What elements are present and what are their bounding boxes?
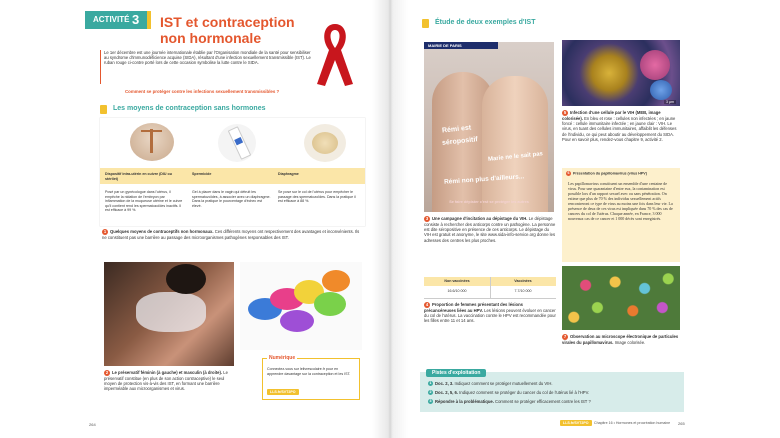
- doc3-caption: [424, 216, 556, 243]
- doc3-caption-title: Une campagne d'incitation au dépistage du VIH.: [432, 216, 528, 222]
- activity-number: 3: [132, 12, 140, 27]
- piste-item: [428, 381, 678, 386]
- doc5-caption: [562, 110, 680, 142]
- doc7-caption-text: Image colorisée.: [613, 340, 646, 345]
- right-page-number: 265: [678, 421, 685, 426]
- doc7-number: 7: [563, 334, 567, 339]
- female-condom-photo: [104, 262, 234, 366]
- male-condoms-photo: [240, 262, 362, 350]
- iud-image: [130, 123, 174, 161]
- section-title: Les moyens de contraception sans hormones: [113, 105, 266, 112]
- doc2-caption-text: Le préservatif constitue (en plus de son action contraceptive) le seul moyen de protection vis-à-vis des IST, en formant une barrière imperméable aux microorganismes et virus.: [104, 370, 228, 392]
- section-marker-icon: [422, 19, 429, 28]
- device-name-iud: Dispositif intra-utérin en cuivre (DIU ou stérilet): [105, 172, 172, 181]
- piste-number: 3: [429, 399, 432, 404]
- title-line-1: IST et contraception: [160, 14, 295, 30]
- piste-text: Indiquez comment se protéger mutuellement du VIH.: [453, 381, 553, 386]
- activity-label: ACTIVITÉ: [93, 15, 130, 24]
- intro-rule: [100, 50, 101, 84]
- doc6-number: 6: [567, 171, 570, 175]
- piste-text: Indiquez comment se protéger du cancer du col de l'utérus lié à l'HPV.: [458, 390, 590, 395]
- scale-label: 3 µm: [665, 100, 674, 104]
- footer-chapter: Chapitre 16 • Hormones et procréation humaine: [594, 421, 671, 425]
- pistes-title: Pistes d'exploitation: [426, 369, 486, 377]
- hiv-campaign-poster: [424, 42, 554, 212]
- doc2-caption: [104, 370, 236, 392]
- pistes-box: [420, 372, 684, 412]
- doc5-number: 5: [563, 110, 567, 115]
- hpv-table: [424, 277, 556, 299]
- piste-item: [428, 390, 678, 395]
- poster-line-4: Rémi non plus d'ailleurs...: [443, 173, 525, 186]
- numerique-text: Connectez-vous sur lelivrescolaire.fr pour en apprendre davantage sur la contraception et les IST.: [267, 367, 351, 376]
- right-section-heading: [422, 18, 642, 30]
- doc2-caption-title: Le préservatif féminin (à gauche) et masculin (à droite).: [112, 370, 223, 376]
- diaphragm-image: [304, 124, 346, 162]
- question-text: Comment se protéger contre les infections sexuellement transmissibles ?: [125, 89, 280, 94]
- devices-figure: [100, 118, 365, 226]
- doc4-caption-text: Les lésions peuvent évoluer en cancer du col de l'utérus. La vaccination contre le HPV est recommandée pour les filles entre 11 et 14 ans.: [424, 308, 556, 324]
- poster-line-3: Marie ne le sait pas: [487, 151, 544, 163]
- footer-link-badge[interactable]: LLS.fr/SVT2PO: [560, 420, 592, 426]
- piste-number: 2: [429, 390, 432, 395]
- section-heading: [100, 104, 370, 116]
- spermicide-image: [218, 124, 256, 162]
- device-desc-spermicide: Gel à placer dans le vagin qui détruit les spermatozoïdes, à associer avec un diaphragme. Dans la pratique le pourcentage d'échec est élevé.: [192, 190, 271, 208]
- doc5-caption-text: En bleu et rose : cellules non infectées ; en jaune foncé : cellule immunitaire infectée ; en jaune clair : VIH. Le virus, en tuant des cellules immunitaires, affaiblit les défenses de l'individu, ce qui peut aboutir au développement du SIDA. Pour en savoir plus, rendez-vous chapitre 9, activité 2.: [562, 116, 677, 142]
- device-name-spermicide: Spermicide: [192, 172, 212, 176]
- doc1-caption-title: Quelques moyens de contraceptifs non hormonaux.: [110, 229, 214, 235]
- hpv-presentation-box: [562, 168, 680, 262]
- doc4-number: 4: [425, 302, 429, 307]
- right-page: [390, 0, 780, 438]
- numerique-link-badge[interactable]: LLS.fr/SVT2PO: [267, 389, 299, 395]
- table-cell-vaccinated: 7.7/10 000: [514, 289, 532, 293]
- doc1-caption: [102, 229, 364, 240]
- piste-ref: Doc. 2, 5, 6.: [435, 390, 459, 395]
- doc1-caption-text: Ces différents moyens ont respectivement des avantages et inconvénients. Ils ne constituent pas une barrière au passage des microorganismes pathogènes responsables des IST.: [102, 229, 360, 240]
- banner-stripe: [147, 11, 151, 29]
- title-line-2: non hormonale: [160, 30, 262, 46]
- poster-header: MAIRIE DE PARIS: [424, 42, 498, 49]
- doc3-number: 3: [425, 216, 429, 221]
- doc2-number: 2: [105, 370, 109, 375]
- doc6-title-text: Présentation du papillomavirus (virus HPV): [573, 171, 647, 176]
- device-name-diaphragm: Diaphragme: [278, 172, 299, 176]
- table-header-unvaccinated: Non vaccinées: [444, 279, 470, 283]
- activity-banner: [85, 11, 147, 29]
- doc7-caption: [562, 334, 680, 345]
- doc6-title: [566, 171, 678, 176]
- hiv-microscope-image: [562, 40, 680, 106]
- piste-number: 1: [429, 381, 432, 386]
- table-cell-unvaccinated: 16.6/10 000: [447, 289, 467, 293]
- device-desc-diaphragm: Se pose sur le col de l'utérus pour empêcher le passage des spermatozoïdes. Dans la pratique il est efficace à 88 %.: [278, 190, 356, 204]
- right-section-title: Étude de deux exemples d'IST: [435, 19, 536, 26]
- numerique-title: Numérique: [269, 355, 296, 361]
- table-header-vaccinated: Vaccinées: [514, 279, 532, 283]
- doc5-caption-title: Infection d'une cellule par le VIH (MEB, image colorisée).: [562, 110, 661, 121]
- poster-line-2: séropositif: [441, 136, 479, 147]
- poster-line-1: Rémi est: [441, 124, 472, 135]
- hpv-microscope-image: [562, 266, 680, 330]
- piste-item: [428, 399, 678, 404]
- piste-text: Comment se protéger efficacement contre les IST ?: [493, 399, 591, 404]
- section-marker-icon: [100, 105, 107, 114]
- device-desc-iud: Posé par un gynécologue dans l'utérus, il empêche la nidation de l'embryon par inflammation de la muqueuse utérine et le cuivre qu'il contient rend les spermatozoïdes inactifs. Il est efficace à 99 %.: [105, 190, 183, 213]
- doc7-caption-title: Observation au microscope électronique de particules virales du papillomavirus.: [562, 334, 679, 345]
- red-ribbon-image: [313, 20, 359, 90]
- page-title: [160, 14, 330, 46]
- doc4-caption: [424, 302, 556, 324]
- doc1-number: 1: [103, 229, 107, 234]
- poster-footer: Se faire dépister c'est se protéger les autres: [449, 200, 529, 204]
- doc3-caption-text: Le dépistage consiste à rechercher des anticorps contre un pathogène. La personne est dite séropositive en présence de ces anticorps. Le dépistage du VIH est gratuit et anonyme, le site www.sida-info-service.org donne les adresses des centres les plus proches.: [424, 216, 556, 243]
- piste-ref: Répondre à la problématique.: [435, 399, 494, 404]
- left-page-number: 264: [89, 422, 96, 427]
- numerique-box: [262, 355, 360, 400]
- doc6-text: Les papillomavirus constituent un ensemble d'une centaine de virus. Pour une quarantaine d'entre eux, la contamination est possible lors d'un rapport sexuel avec ou sans pénétration. On estime que plus de 70 % des individus sexuellement actifs rencontreront ce type de virus au moins une fois dans leur vie. La présence de deux de ces virus est impliquée dans 70 % des cas de cancers du col de l'utérus. Chaque année, en France, 3 000 nouveaux cas de ce cancer et 1 000 décès sont enregistrés.: [568, 181, 673, 221]
- piste-ref: Doc. 2, 3.: [435, 381, 454, 386]
- doc4-caption-title: Proportion de femmes présentant des lésions précancéreuses liées au HPV.: [424, 302, 523, 313]
- intro-text: Le 1er décembre est une journée internationale établie par l'Organisation mondiale de la santé pour sensibiliser au syndrome d'immunodéficience acquise (SIDA), résultant d'une infection sexuellement transmissible (IST). Le ruban rouge ci-contre porté lors de cette occasion symbolise la lutte contre le SIDA.: [104, 50, 311, 66]
